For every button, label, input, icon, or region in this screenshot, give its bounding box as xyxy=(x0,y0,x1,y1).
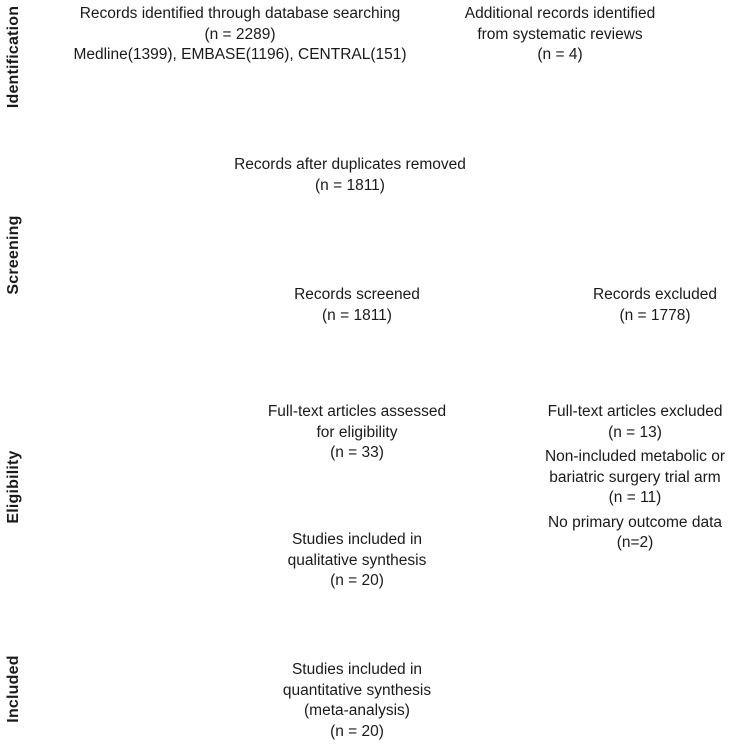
database-search-sources: Medline(1399), EMBASE(1196), CENTRAL(151) xyxy=(73,46,407,63)
stage-label-included: Included xyxy=(5,655,22,723)
box-duplicates-removed xyxy=(215,155,485,196)
exclusion-reason-1-count: (n = 11) xyxy=(608,489,662,506)
fulltext-assessed-subtitle: for eligibility xyxy=(316,423,398,441)
fulltext-assessed-count: (n = 33) xyxy=(330,444,384,461)
additional-records-title: Additional records identified xyxy=(464,5,656,22)
box-qualitative-synthesis xyxy=(247,530,467,592)
records-excluded-title: Records excluded xyxy=(592,286,718,303)
box-records-excluded xyxy=(555,285,752,326)
records-screened-count: (n = 1811) xyxy=(322,306,392,324)
quantitative-title: Studies included in xyxy=(291,661,423,678)
exclusion-reason-2: No primary outcome data xyxy=(547,513,723,531)
fulltext-excluded-title: Full-text articles excluded xyxy=(547,403,723,420)
box-quantitative-synthesis xyxy=(247,660,467,742)
exclusion-reason-1-cont: bariatric surgery trial arm xyxy=(549,468,721,486)
exclusion-reason-2-count: (n=2) xyxy=(616,534,654,551)
stage-label-identification: Identification xyxy=(5,5,22,109)
additional-records-count: (n = 4) xyxy=(537,46,583,63)
box-fulltext-excluded xyxy=(520,402,750,554)
box-additional-records xyxy=(440,4,680,66)
qualitative-subtitle: qualitative synthesis xyxy=(287,551,427,569)
exclusion-reason-1: Non-included metabolic or xyxy=(544,448,726,465)
additional-records-source: from systematic reviews xyxy=(477,25,643,43)
box-records-screened xyxy=(257,285,457,326)
database-search-title: Records identified through database searching xyxy=(79,5,401,22)
records-excluded-count: (n = 1778) xyxy=(619,306,691,324)
fulltext-assessed-title: Full-text articles assessed xyxy=(267,403,447,420)
database-search-count: (n = 2289) xyxy=(204,25,276,43)
fulltext-excluded-count: (n = 13) xyxy=(608,423,662,441)
box-fulltext-assessed xyxy=(237,402,477,464)
qualitative-count: (n = 20) xyxy=(330,572,384,589)
stage-label-screening: Screening xyxy=(5,215,22,295)
duplicates-removed-count: (n = 1811) xyxy=(315,176,385,194)
records-screened-title: Records screened xyxy=(294,286,420,303)
box-database-search xyxy=(55,4,425,66)
duplicates-removed-title: Records after duplicates removed xyxy=(234,156,466,173)
quantitative-meta: (meta-analysis) xyxy=(304,702,410,719)
stage-label-eligibility: Eligibility xyxy=(5,450,22,524)
quantitative-count: (n = 20) xyxy=(330,722,384,740)
qualitative-title: Studies included in xyxy=(291,531,423,548)
quantitative-subtitle: quantitative synthesis xyxy=(282,681,432,699)
